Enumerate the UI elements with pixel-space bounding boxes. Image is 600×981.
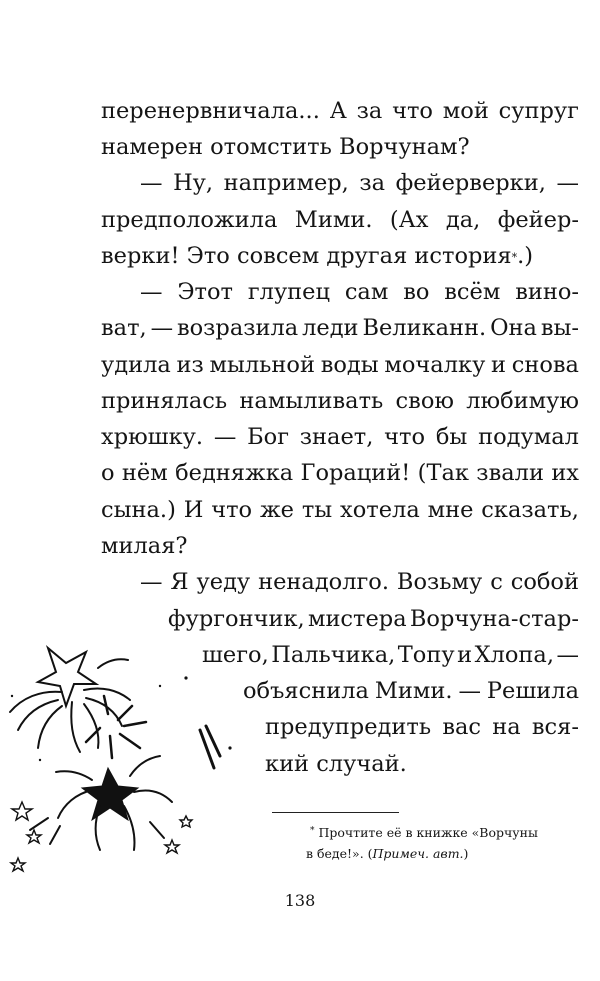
text-line-3 [140, 168, 579, 198]
word: — [556, 642, 579, 668]
word: Великанн. [362, 315, 487, 341]
word: фургончик, [168, 606, 305, 632]
word: Этот [177, 279, 234, 305]
footnote-line-2 [306, 843, 578, 865]
text-line-6 [140, 277, 579, 307]
word: хотела [340, 497, 420, 523]
text-line-5-content: верки! Это совсем другая история [101, 243, 512, 269]
word: — [150, 315, 174, 341]
text-line-13-content: милая? [101, 533, 188, 559]
word: собой [510, 569, 579, 595]
word: возразила [176, 315, 299, 341]
word: подумал [478, 424, 579, 450]
word: И [183, 497, 204, 523]
footnote-italic: Примеч. авт. [372, 846, 464, 861]
word: на [492, 714, 521, 740]
word: фейер- [497, 207, 579, 233]
word: — [140, 279, 163, 305]
text-line-7 [101, 313, 579, 343]
text-line-1 [101, 96, 579, 126]
word: перенервничала... [101, 98, 320, 124]
word: глупец [247, 279, 330, 305]
dot-icon [11, 676, 232, 761]
word: Топу [397, 642, 455, 668]
word: Возьму [396, 569, 483, 595]
text-line-18 [265, 712, 579, 742]
word: Хлопа, [474, 642, 554, 668]
word: мистера [307, 606, 407, 632]
word: принялась [101, 388, 228, 414]
word: уеду [196, 569, 251, 595]
word: же [259, 497, 294, 523]
text-line-2-content: намерен отомстить Ворчунам? [101, 134, 470, 160]
text-line-17 [243, 676, 579, 706]
word: — [458, 678, 481, 704]
word: мыльной [209, 352, 315, 378]
word: бы [435, 424, 468, 450]
word: звали [476, 460, 544, 486]
word: — [140, 170, 163, 196]
footnote-text-1: Прочтите её в книжке «Ворчуны [318, 825, 538, 840]
word: ват, [101, 315, 147, 341]
word: мой [442, 98, 489, 124]
word: (Так [417, 460, 469, 486]
word: Мими. [294, 207, 373, 233]
word: — [213, 424, 237, 450]
text-line-5 [101, 241, 533, 271]
word: леди [302, 315, 359, 341]
text-line-14 [140, 567, 579, 597]
word: например, [223, 170, 349, 196]
word: хрюшку. [101, 424, 204, 450]
word: Бог [247, 424, 289, 450]
text-line-8 [101, 350, 579, 380]
word: предположила [101, 207, 278, 233]
word: за [356, 98, 383, 124]
footnote-line-1 [310, 822, 582, 844]
word: намыливать [239, 388, 384, 414]
footnote-sup-marker: * [310, 826, 315, 836]
word: вино- [515, 279, 579, 305]
word: удила [101, 352, 171, 378]
word: Я [170, 569, 189, 595]
text-line-19-content: кий случай. [265, 751, 407, 777]
word: знает, [299, 424, 374, 450]
word: свою [395, 388, 454, 414]
word: — [140, 569, 163, 595]
word: супруг [498, 98, 579, 124]
word: сказать, [481, 497, 579, 523]
word: во [403, 279, 430, 305]
word: мне [427, 497, 474, 523]
word: Гораций! [300, 460, 411, 486]
text-line-5-tail: .) [517, 243, 534, 269]
footnote-text-2-end: ) [463, 846, 469, 861]
word: бедняжка [175, 460, 294, 486]
word: Ворчуна-стар- [409, 606, 579, 632]
word: и [457, 642, 473, 668]
word: А [329, 98, 347, 124]
word: (Ах [389, 207, 429, 233]
word: шего, [202, 642, 269, 668]
text-line-9 [101, 386, 579, 416]
word: ненадолго. [258, 569, 389, 595]
word: их [551, 460, 579, 486]
word: и [491, 352, 507, 378]
word: сам [344, 279, 389, 305]
text-line-13 [101, 531, 187, 561]
text-line-16 [202, 640, 579, 670]
word: воды [320, 352, 379, 378]
word: фейерверки, [395, 170, 546, 196]
word: — [556, 170, 579, 196]
word: что [384, 424, 426, 450]
word: Пальчика, [271, 642, 396, 668]
word: предупредить [265, 714, 432, 740]
text-line-4 [101, 205, 579, 235]
word: вся- [531, 714, 579, 740]
word: Мими. [374, 678, 453, 704]
word: любимую [466, 388, 579, 414]
burst-lines-icon [10, 659, 130, 752]
word: за [359, 170, 386, 196]
text-line-19 [265, 749, 407, 779]
word: снова [511, 352, 579, 378]
fireworks-illustration [0, 630, 250, 880]
word: из [176, 352, 204, 378]
word: с [490, 569, 503, 595]
word: о [101, 460, 115, 486]
footnote-text-2: в беде!». ( [306, 846, 373, 861]
text-line-11 [101, 458, 579, 488]
word: объяснила [243, 678, 369, 704]
burst-lines-icon [86, 696, 146, 758]
page-number: 138 [284, 891, 316, 910]
word: сына.) [101, 497, 176, 523]
word: да, [445, 207, 481, 233]
word: Решила [486, 678, 579, 704]
word: ты [301, 497, 333, 523]
word: что [211, 497, 253, 523]
word: вы- [540, 315, 579, 341]
text-line-12 [101, 495, 579, 525]
footnote-rule [272, 812, 399, 813]
text-line-2 [101, 132, 470, 162]
word: что [392, 98, 433, 124]
word: Ну, [173, 170, 214, 196]
word: нём [121, 460, 168, 486]
word: Она [490, 315, 537, 341]
word: всём [444, 279, 501, 305]
spark-slash-icon [200, 726, 220, 768]
word: мочалку [384, 352, 486, 378]
word: вас [442, 714, 481, 740]
text-line-10 [101, 422, 579, 452]
footnote-marker: * [511, 251, 518, 264]
